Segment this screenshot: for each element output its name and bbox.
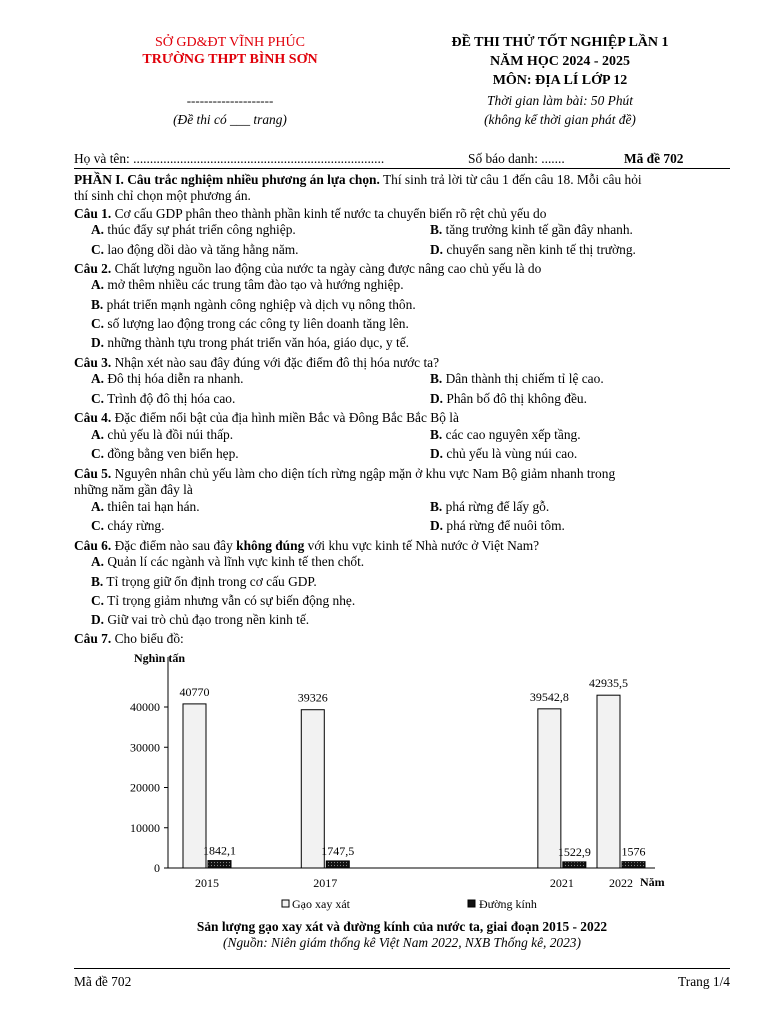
data-label: 1576 bbox=[621, 844, 646, 859]
q6-option-a[interactable] bbox=[91, 554, 364, 570]
question-2 bbox=[74, 261, 732, 277]
subject: MÔN: ĐỊA LÍ LỚP 12 bbox=[492, 73, 628, 88]
legend-label-duong: Đường kính bbox=[479, 897, 537, 911]
legend-swatch-gao bbox=[282, 900, 289, 907]
option-key: B. bbox=[430, 427, 443, 442]
data-label: 1842,1 bbox=[203, 843, 236, 858]
option-text: phát triển mạnh ngành công nghiệp và dịch vụ nông thôn. bbox=[103, 297, 416, 312]
option-text: chủ yếu là vùng núi cao. bbox=[443, 446, 578, 461]
option-text: những thành tựu trong phát triển văn hóa, giáo dục, y tế. bbox=[104, 335, 409, 350]
option-key: B. bbox=[91, 297, 104, 312]
y-tick-label: 30000 bbox=[130, 740, 160, 755]
option-key: B. bbox=[430, 371, 443, 386]
exam-time-note: (không kể thời gian phát đề) bbox=[484, 112, 636, 127]
exam-code: Mã đề 702 bbox=[624, 151, 684, 166]
question-4 bbox=[74, 410, 732, 426]
question-label: Câu 7. bbox=[74, 631, 112, 646]
q3-option-c[interactable] bbox=[91, 391, 235, 407]
option-text: Giữ vai trò chủ đạo trong nền kinh tế. bbox=[104, 612, 310, 627]
q6-option-d[interactable] bbox=[91, 612, 309, 628]
option-key: A. bbox=[91, 499, 105, 514]
option-key: D. bbox=[430, 446, 444, 461]
option-text: tăng trưởng kinh tế gần đây nhanh. bbox=[442, 222, 633, 237]
header-divider bbox=[74, 168, 730, 169]
pages-note: (Đề thi có ___ trang) bbox=[173, 112, 287, 127]
question-3 bbox=[74, 355, 732, 371]
option-text: chuyển sang nền kinh tế thị trường. bbox=[443, 242, 636, 257]
option-text: mở thêm nhiều các trung tâm đào tạo và hướng nghiệp. bbox=[104, 277, 404, 292]
option-key: B. bbox=[430, 222, 443, 237]
question-text: Đặc điểm nào sau đây bbox=[111, 538, 237, 553]
q6-option-b[interactable] bbox=[91, 574, 317, 590]
option-key: D. bbox=[430, 242, 444, 257]
option-key: C. bbox=[91, 446, 105, 461]
q6-option-c[interactable] bbox=[91, 593, 355, 609]
question-text: Chất lượng nguồn lao động của nước ta ngày càng được nâng cao chủ yếu là do bbox=[111, 261, 542, 276]
q2-option-a[interactable] bbox=[91, 277, 404, 293]
exam-title: ĐỀ THI THỬ TỐT NGHIỆP LẦN 1 bbox=[451, 35, 669, 50]
option-text: cháy rừng. bbox=[104, 518, 165, 533]
data-label: 1522,9 bbox=[557, 844, 591, 859]
question-label: Câu 4. bbox=[74, 410, 112, 425]
option-key: D. bbox=[91, 335, 105, 350]
part1-instr-1: Thí sinh trả lời từ câu 1 đến câu 18. Mỗi câu hỏi bbox=[379, 172, 642, 187]
bar-duong-kinh bbox=[208, 861, 231, 868]
question-emphasis: không đúng bbox=[236, 538, 305, 553]
data-label: 39326 bbox=[297, 690, 328, 705]
question-text: Cho biểu đồ: bbox=[111, 631, 184, 646]
question-6 bbox=[74, 538, 732, 554]
bar-duong-kinh bbox=[622, 862, 645, 868]
q4-option-c[interactable] bbox=[91, 446, 239, 462]
footer-divider bbox=[74, 968, 730, 969]
option-text: đồng bằng ven biển hẹp. bbox=[104, 446, 239, 461]
footer-exam-code: Mã đề 702 bbox=[74, 974, 132, 989]
x-axis-label: Năm bbox=[640, 875, 665, 889]
x-tick-label: 2015 bbox=[195, 876, 219, 890]
y-tick-label: 40000 bbox=[130, 700, 160, 714]
option-text: các cao nguyên xếp tầng. bbox=[442, 427, 581, 442]
option-text: số lượng lao động trong các công ty liên doanh tăng lên. bbox=[104, 316, 409, 331]
option-text: chủ yếu là đồi núi thấp. bbox=[104, 427, 234, 442]
data-label: 39542,8 bbox=[529, 689, 569, 704]
option-key: C. bbox=[91, 316, 105, 331]
q4-option-a[interactable] bbox=[91, 427, 233, 443]
option-key: C. bbox=[91, 518, 105, 533]
question-label: Câu 2. bbox=[74, 261, 112, 276]
q3-option-b[interactable] bbox=[430, 371, 604, 387]
department-name: SỞ GD&ĐT VĨNH PHÚC bbox=[154, 35, 305, 50]
candidate-id-field: Số báo danh: ....... bbox=[468, 151, 565, 166]
q4-option-b[interactable] bbox=[430, 427, 581, 443]
option-text: phá rừng để nuôi tôm. bbox=[443, 518, 565, 533]
q5-option-d[interactable] bbox=[430, 518, 565, 534]
option-text: thúc đẩy sự phát triển công nghiệp. bbox=[104, 222, 296, 237]
question-label: Câu 6. bbox=[74, 538, 112, 553]
question-text: Nhận xét nào sau đây đúng với đặc điểm đô thị hóa nước ta? bbox=[111, 355, 440, 370]
option-key: B. bbox=[91, 574, 104, 589]
bar-gao-xay-xat bbox=[597, 695, 620, 868]
option-text: Phân bố đô thị không đều. bbox=[443, 391, 587, 406]
question-5-cont: những năm gần đây là bbox=[74, 482, 193, 497]
data-label: 1747,5 bbox=[321, 843, 355, 858]
school-name: TRƯỜNG THPT BÌNH SƠN bbox=[142, 52, 318, 67]
option-text: Trình độ đô thị hóa cao. bbox=[104, 391, 236, 406]
option-key: A. bbox=[91, 554, 105, 569]
x-tick-label: 2021 bbox=[549, 876, 574, 890]
option-text: lao động dồi dào và tăng hằng năm. bbox=[104, 242, 299, 257]
data-label: 40770 bbox=[179, 684, 210, 699]
y-axis-label: Nghìn tấn bbox=[134, 651, 186, 665]
q5-option-b[interactable] bbox=[430, 499, 549, 515]
q4-option-d[interactable] bbox=[430, 446, 577, 462]
option-key: A. bbox=[91, 222, 105, 237]
option-key: D. bbox=[91, 612, 105, 627]
data-label: 42935,5 bbox=[589, 676, 628, 691]
q5-option-a[interactable] bbox=[91, 499, 200, 515]
y-tick-label: 20000 bbox=[130, 780, 160, 795]
option-key: D. bbox=[430, 391, 444, 406]
option-text: thiên tai hạn hán. bbox=[104, 499, 200, 514]
option-key: D. bbox=[430, 518, 444, 533]
question-label: Câu 3. bbox=[74, 355, 112, 370]
question-label: Câu 5. bbox=[74, 466, 112, 481]
option-text: phá rừng để lấy gỗ. bbox=[442, 499, 550, 514]
question-label: Câu 1. bbox=[74, 206, 112, 221]
q1-option-b[interactable] bbox=[430, 222, 633, 238]
x-tick-label: 2017 bbox=[313, 876, 338, 890]
school-year: NĂM HỌC 2024 - 2025 bbox=[490, 54, 630, 69]
option-key: C. bbox=[91, 242, 105, 257]
q2-option-c[interactable] bbox=[91, 316, 409, 332]
part1-title: PHẦN I. Câu trắc nghiệm nhiều phương án lựa chọn. bbox=[74, 172, 380, 187]
x-tick-label: 2022 bbox=[609, 876, 633, 890]
option-text: Dân thành thị chiếm tỉ lệ cao. bbox=[442, 371, 604, 386]
part1-instr-line2: thí sinh chỉ chọn một phương án. bbox=[74, 188, 251, 203]
chart-title: Sản lượng gạo xay xát và đường kính của nước ta, giai đoạn 2015 - 2022 bbox=[196, 919, 608, 934]
bar-chart bbox=[0, 640, 768, 920]
q3-option-d[interactable] bbox=[430, 391, 587, 407]
question-text: Nguyên nhân chủ yếu làm cho diện tích rừng ngập mặn ở khu vực Nam Bộ giảm nhanh trong bbox=[111, 466, 616, 481]
y-tick-label: 0 bbox=[154, 861, 160, 875]
question-text-end: với khu vực kinh tế Nhà nước ở Việt Nam? bbox=[304, 538, 540, 553]
question-1 bbox=[74, 206, 732, 222]
option-key: C. bbox=[91, 391, 105, 406]
option-text: Tỉ trọng giữ ổn định trong cơ cấu GDP. bbox=[103, 574, 317, 589]
candidate-name-field: Họ và tên: ........................................................................... bbox=[74, 151, 385, 166]
option-key: A. bbox=[91, 371, 105, 386]
exam-time: Thời gian làm bài: 50 Phút bbox=[487, 93, 633, 108]
q2-option-b[interactable] bbox=[91, 297, 416, 313]
legend-label-gao: Gạo xay xát bbox=[292, 897, 350, 911]
option-key: C. bbox=[91, 593, 105, 608]
option-text: Quản lí các ngành và lĩnh vực kinh tế then chốt. bbox=[104, 554, 365, 569]
question-5 bbox=[74, 466, 732, 482]
header-dashes: -------------------- bbox=[186, 93, 274, 108]
q3-option-a[interactable] bbox=[91, 371, 243, 387]
option-text: Tỉ trọng giảm nhưng vẫn có sự biến động nhẹ. bbox=[104, 593, 356, 608]
question-text: Đặc điểm nổi bật của địa hình miền Bắc và Đông Bắc Bắc Bộ là bbox=[111, 410, 459, 425]
y-tick-label: 10000 bbox=[130, 820, 160, 835]
footer-page-number: Trang 1/4 bbox=[678, 974, 730, 989]
bar-duong-kinh bbox=[326, 861, 349, 868]
q1-option-a[interactable] bbox=[91, 222, 296, 238]
bar-duong-kinh bbox=[563, 862, 586, 868]
option-key: B. bbox=[430, 499, 443, 514]
q5-option-c[interactable] bbox=[91, 518, 164, 534]
part1-instructions bbox=[74, 172, 732, 188]
legend-swatch-duong bbox=[468, 900, 475, 907]
option-key: A. bbox=[91, 277, 105, 292]
q2-option-d[interactable] bbox=[91, 335, 409, 351]
q1-option-d[interactable] bbox=[430, 242, 636, 258]
option-key: A. bbox=[91, 427, 105, 442]
question-text: Cơ cấu GDP phân theo thành phần kinh tế nước ta chuyển biến rõ rệt chủ yếu do bbox=[111, 206, 547, 221]
q1-option-c[interactable] bbox=[91, 242, 299, 258]
option-text: Đô thị hóa diễn ra nhanh. bbox=[104, 371, 244, 386]
chart-source: (Nguồn: Niên giám thống kê Việt Nam 2022, NXB Thống kê, 2023) bbox=[223, 935, 581, 950]
